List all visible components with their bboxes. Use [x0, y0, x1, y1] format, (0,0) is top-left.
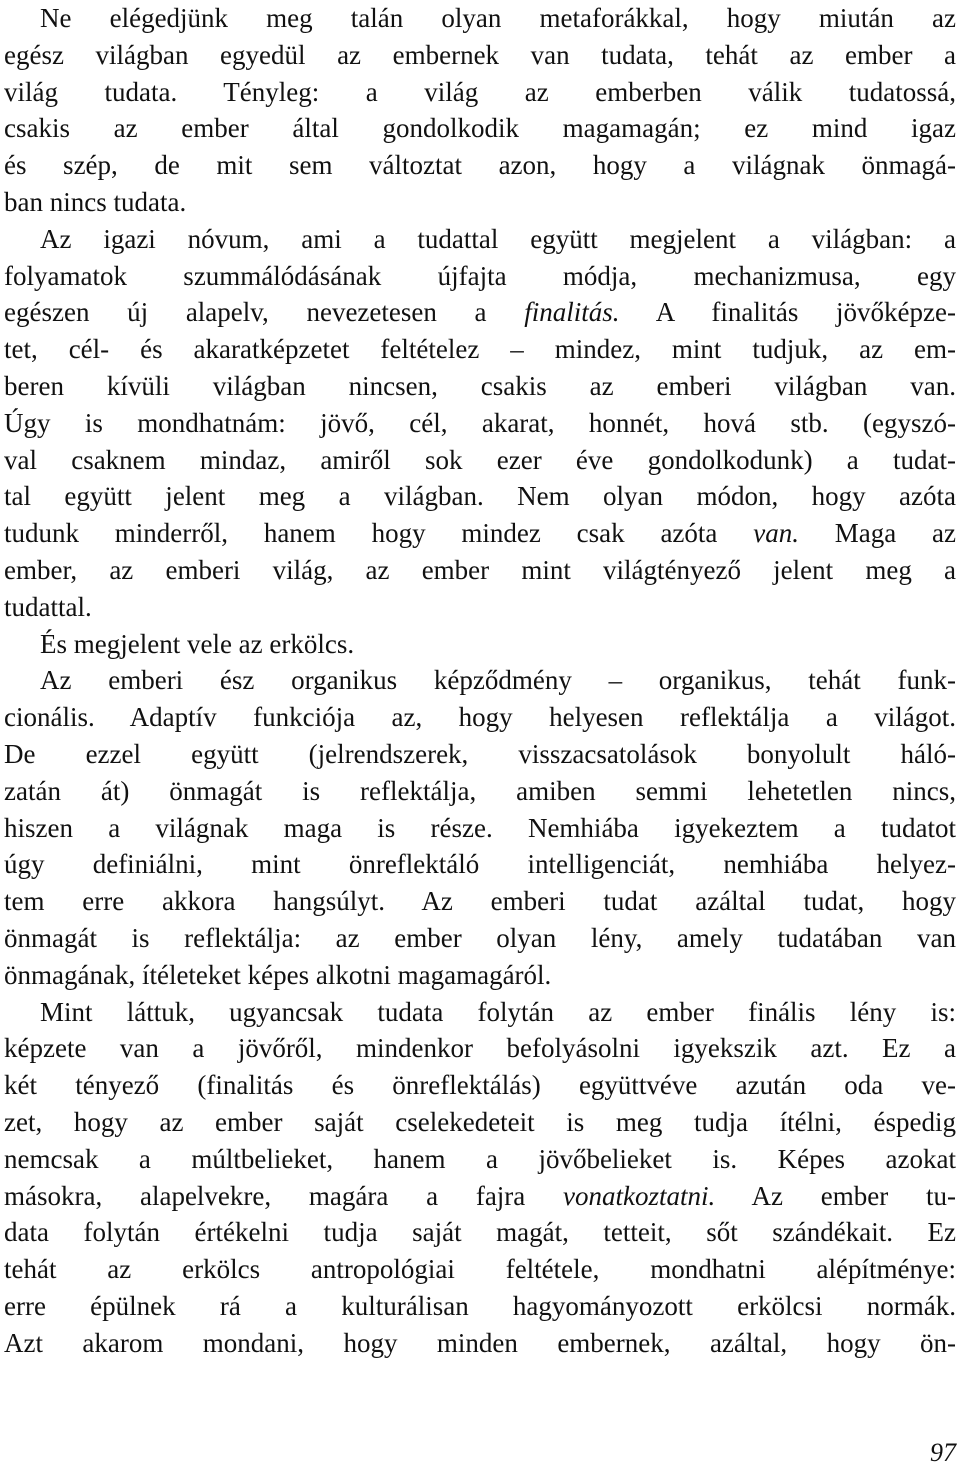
text-run: Az ember tu- [715, 1180, 956, 1211]
text-line: nemcsak a múltbelieket, hanem a jövőbelieket is. Képes azokat [4, 1143, 956, 1174]
text-line: tudattal. [4, 591, 92, 622]
text-line: beren kívüli világban nincsen, csakis az emberi világban van. [4, 370, 956, 401]
text-line [4, 515, 956, 552]
text-line: önmagát is reflektálja: az ember olyan lény, amely tudatában van [4, 922, 956, 953]
italic-term-vonatkoztatni: vonatkoztatni. [563, 1180, 716, 1211]
text-line: egész világban egyedül az embernek van tudata, tehát az ember a [4, 39, 956, 70]
text-line: Mint láttuk, ugyancsak tudata folytán az ember finális lény is: [40, 996, 956, 1027]
text-line: data folytán értékelni tudja saját magát, tetteit, sőt szándékait. Ez [4, 1217, 956, 1248]
text-line: tal együtt jelent meg a világban. Nem olyan módon, hogy azóta [4, 481, 956, 512]
text-line: képzete van a jövőről, mindenkor befolyásolni igyekszik azt. Ez a [4, 1033, 956, 1064]
text-line: Az igazi nóvum, ami a tudattal együtt megjelent a világban: a [40, 223, 956, 254]
text-run: Maga az [798, 518, 957, 549]
document-page [4, 0, 956, 1361]
text-line: ember, az emberi világ, az ember mint világtényező jelent meg a [4, 554, 956, 585]
text-line: zatán át) önmagát is reflektálja, amiben semmi lehetetlen nincs, [4, 775, 956, 806]
italic-term-van: van. [753, 518, 799, 549]
text-line: zet, hogy az ember saját cselekedeteit is meg tudja ítélni, éspedig [4, 1106, 956, 1137]
text-line: ban nincs tudata. [4, 186, 187, 217]
text-run: másokra, alapelvekre, magára a fajra [4, 1180, 564, 1211]
paragraph-5 [4, 994, 956, 1362]
text-line: világ tudata. Tényleg: a világ az emberben válik tudatossá, [4, 76, 956, 107]
text-line: val csaknem mindaz, amiről sok ezer éve gondolkodunk) a tudat- [4, 444, 956, 475]
text-line: De ezzel együtt (jelrendszerek, visszacsatolások bonyolult háló- [4, 738, 956, 769]
paragraph-2 [4, 221, 956, 626]
text-line: folyamatok szummálódásának újfajta módja, mechanizmusa, egy [4, 260, 956, 291]
paragraph-3 [4, 626, 956, 663]
text-line: és szép, de mit sem változtat azon, hogy a világnak önmagá- [4, 150, 956, 181]
text-line: És megjelent vele az erkölcs. [40, 628, 355, 659]
paragraph-4 [4, 662, 956, 993]
text-line: Ne elégedjünk meg talán olyan metaforákkal, hogy miután az [40, 3, 956, 33]
text-line [4, 1178, 956, 1215]
text-line: tet, cél- és akaratképzetet feltételez – mindez, mint tudjuk, az em- [4, 334, 956, 365]
text-run: egészen új alapelv, nevezetesen a [4, 297, 525, 328]
text-line: Az emberi ész organikus képződmény – organikus, tehát funk- [40, 665, 956, 696]
text-run: A finalitás jövőképze- [619, 297, 956, 328]
text-line: úgy definiálni, mint önreflektáló intelligenciát, nemhiába helyez- [4, 849, 956, 880]
italic-term-finalitas: finalitás. [524, 297, 620, 328]
text-line: tem erre akkora hangsúlyt. Az emberi tudat azáltal tudat, hogy [4, 886, 956, 917]
text-line: erre épülnek rá a kulturálisan hagyományozott erkölcsi normák. [4, 1290, 956, 1321]
text-line: csakis az ember által gondolkodik magamagán; ez mind igaz [4, 113, 956, 144]
text-run: tudunk minderről, hanem hogy mindez csak azóta [4, 518, 754, 549]
text-line [4, 294, 956, 331]
text-line: hiszen a világnak maga is része. Nemhiába igyekeztem a tudatot [4, 812, 956, 843]
text-line: önmagának, ítéleteket képes alkotni magamagáról. [4, 959, 552, 990]
text-line: két tényező (finalitás és önreflektálás) együttvéve azután oda ve- [4, 1070, 956, 1101]
text-line: tehát az erkölcs antropológiai feltétele, mondhatni alépítménye: [4, 1254, 956, 1285]
text-line: Azt akarom mondani, hogy minden embernek, azáltal, hogy ön- [4, 1327, 956, 1358]
page-number: 97 [930, 1438, 956, 1467]
text-line: Úgy is mondhatnám: jövő, cél, akarat, honnét, hová stb. (egyszó- [4, 407, 956, 438]
paragraph-1 [4, 0, 956, 221]
text-line: cionális. Adaptív funkciója az, hogy helyesen reflektálja a világot. [4, 702, 956, 733]
